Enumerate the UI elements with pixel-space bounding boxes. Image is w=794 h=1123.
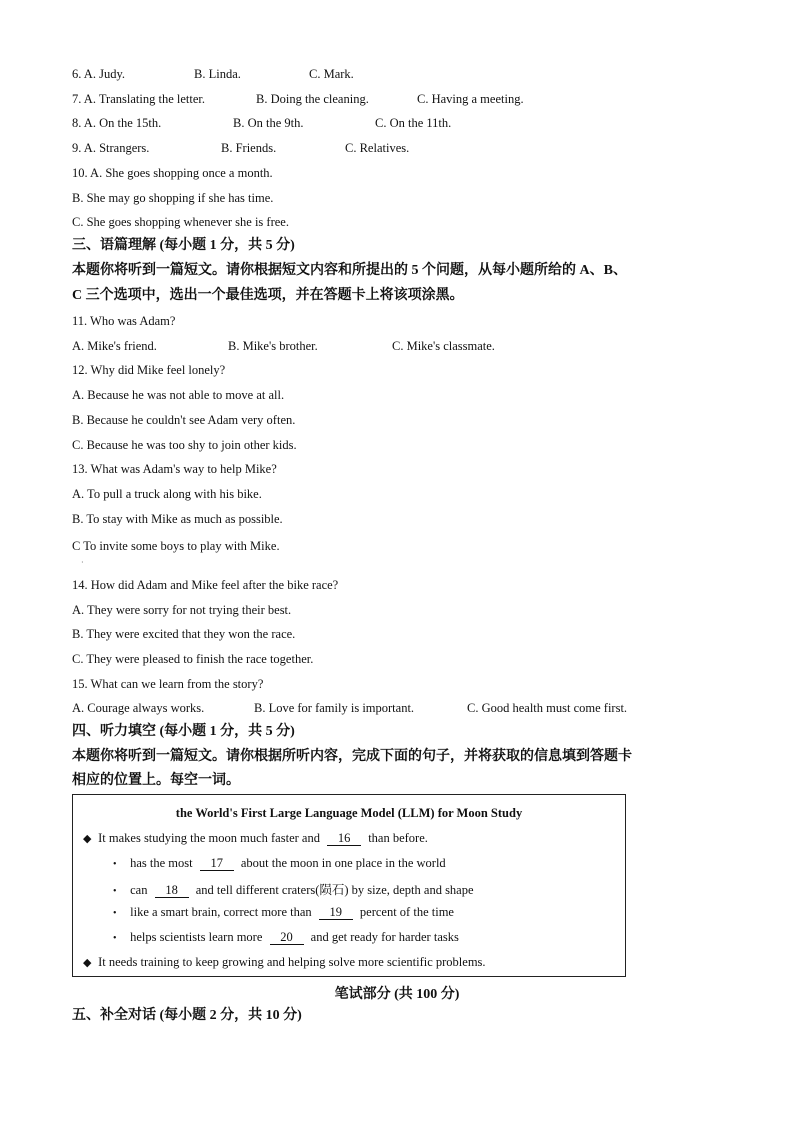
q14-option-c: C. They were pleased to finish the race together.: [72, 652, 314, 666]
option-c: C. Good health must come first.: [467, 701, 628, 715]
option-a: A. Mike's friend.: [72, 339, 157, 353]
dot-bullet-icon: •: [113, 908, 117, 919]
option-a: 7. A. Translating the letter.: [72, 92, 205, 106]
dot-bullet-icon: •: [113, 886, 117, 897]
section-4-title: 四、听力填空 (每小题 1 分，共 5 分): [72, 724, 295, 739]
option-c: C. Mike's classmate.: [392, 339, 495, 353]
written-part-title: 笔试部分 (共 100 分): [334, 987, 460, 1002]
option-b: B. Friends.: [221, 141, 277, 155]
section-5-title: 五、补全对话 (每小题 2 分，共 10 分): [72, 1008, 302, 1023]
dot-bullet-icon: •: [113, 933, 117, 944]
q12-question: 12. Why did Mike feel lonely?: [72, 363, 226, 377]
q12-option-a: A. Because he was not able to move at all.: [72, 388, 285, 402]
q13-option-b: B. To stay with Mike as much as possible.: [72, 512, 283, 526]
option-b: B. Linda.: [194, 67, 241, 81]
q13-option-c: C To invite some boys to play with Mike.: [72, 539, 280, 553]
box-sub-4: • helps scientists learn more 20 and get ready for harder tasks: [113, 930, 459, 944]
diamond-bullet-icon: ◆: [83, 957, 92, 969]
option-a: 6. A. Judy.: [72, 67, 126, 81]
box-bullet-2: ◆ It needs training to keep growing and helping solve more scientific problems.: [83, 955, 486, 969]
option-b: B. On the 9th.: [233, 116, 304, 130]
fill-in-box: [72, 794, 626, 977]
blank-20[interactable]: 20: [270, 931, 304, 945]
q14-question: 14. How did Adam and Mike feel after the bike race?: [72, 578, 339, 592]
q12-option-c: C. Because he was too shy to join other kids.: [72, 438, 297, 452]
blank-16[interactable]: 16: [327, 832, 361, 846]
q10-option-b: B. She may go shopping if she has time.: [72, 191, 274, 205]
stray-mark: ·: [81, 558, 84, 567]
q10-option-a: 10. A. She goes shopping once a month.: [72, 166, 273, 180]
q13-option-a: A. To pull a truck along with his bike.: [72, 487, 262, 501]
option-a: 9. A. Strangers.: [72, 141, 150, 155]
option-a: A. Courage always works.: [72, 701, 205, 715]
q15-question: 15. What can we learn from the story?: [72, 677, 264, 691]
q11-question: 11. Who was Adam?: [72, 314, 176, 328]
q14-option-b: B. They were excited that they won the race.: [72, 627, 296, 641]
option-c: C. Mark.: [309, 67, 354, 81]
box-title: the World's First Large Language Model (LLM) for Moon Study: [175, 806, 523, 820]
diamond-bullet-icon: ◆: [83, 833, 92, 845]
option-b: B. Mike's brother.: [228, 339, 318, 353]
box-bullet-1: ◆ It makes studying the moon much faster and 16 than before.: [83, 831, 428, 845]
q12-option-b: B. Because he couldn't see Adam very often.: [72, 413, 296, 427]
option-b: B. Doing the cleaning.: [256, 92, 369, 106]
section-4-instruction-1: 本题你将听到一篇短文。请你根据所听内容，完成下面的句子，并将获取的信息填到答题卡: [72, 749, 632, 764]
blank-17[interactable]: 17: [200, 857, 234, 871]
box-sub-2: • can 18 and tell different craters(陨石) by size, depth and shape: [113, 883, 474, 897]
section-4-instruction-2: 相应的位置上。每空一词。: [72, 773, 240, 788]
option-c: C. Having a meeting.: [417, 92, 524, 106]
option-c: C. On the 11th.: [375, 116, 452, 130]
section-3-title: 三、语篇理解 (每小题 1 分，共 5 分): [72, 238, 295, 253]
option-c: C. Relatives.: [345, 141, 410, 155]
q10-option-c: C. She goes shopping whenever she is free.: [72, 215, 289, 229]
box-sub-3: • like a smart brain, correct more than 19 percent of the time: [113, 905, 454, 919]
section-3-instruction-2: C 三个选项中，选出一个最佳选项，并在答题卡上将该项涂黑。: [72, 288, 464, 303]
q13-question: 13. What was Adam's way to help Mike?: [72, 462, 277, 476]
dot-bullet-icon: •: [113, 859, 117, 870]
option-b: B. Love for family is important.: [254, 701, 415, 715]
q14-option-a: A. They were sorry for not trying their best.: [72, 603, 292, 617]
blank-18[interactable]: 18: [155, 884, 189, 898]
blank-19[interactable]: 19: [319, 906, 353, 920]
box-sub-1: • has the most 17 about the moon in one place in the world: [113, 856, 446, 870]
section-3-instruction-1: 本题你将听到一篇短文。请你根据短文内容和所提出的 5 个问题，从每小题所给的 A、B、: [72, 263, 627, 278]
option-a: 8. A. On the 15th.: [72, 116, 162, 130]
